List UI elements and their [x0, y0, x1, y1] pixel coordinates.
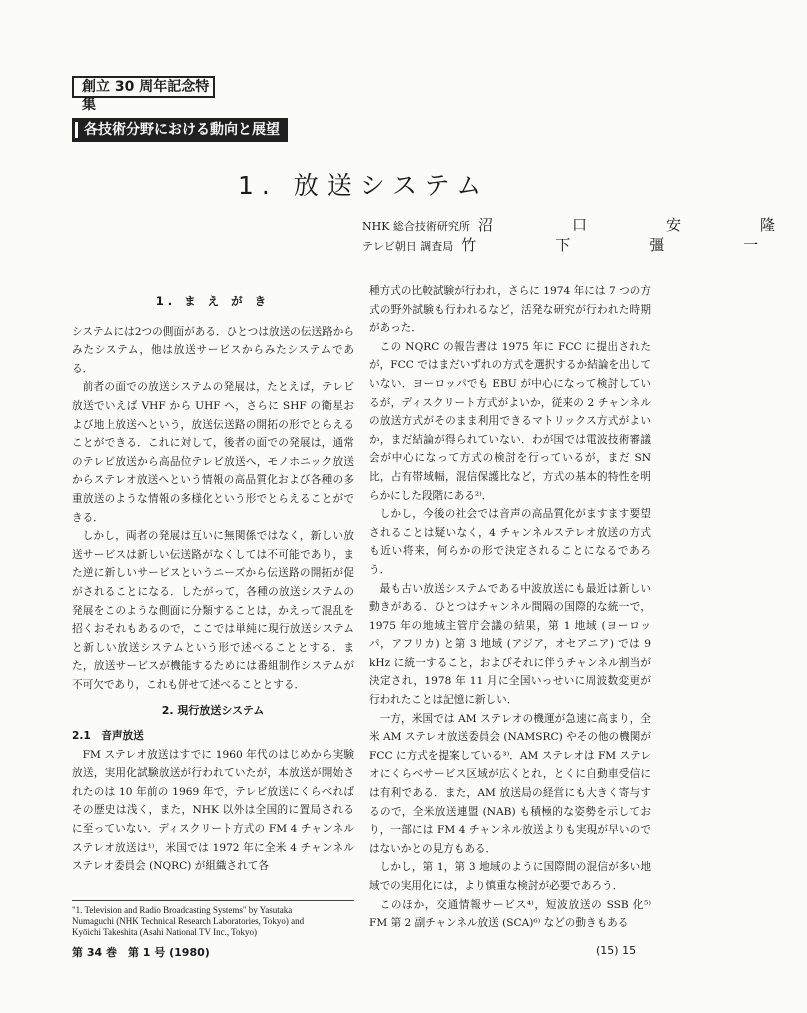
- paragraph: しかし，第 1，第 3 地域のように国際間の混信が多い地域での実用化には，より慎重な検討が必要であろう．: [369, 861, 651, 892]
- paragraph: 種方式の比較試験が行われ，さらに 1974 年には 7 つの方式の野外試験も行われるなど，活発な研究が行われた時期があった．: [369, 285, 651, 335]
- paragraph: この NQRC の報告書は 1975 年に FCC に提出されたが，FCC ではまだいずれの方式を選択するか結論を出していない．ヨーロッパでも EBU が中心になって検討しているが，ディスクリート方式がよいか，従来の 2 チャンネルの放送方式がそのまま利用できるマトリックス方式がよいか，まだ結論が得られていない．わが国では電波技術審議会が中心になって方式の検討を行っているが，まだ SN 比，占有帯域幅，混信保護比など，方式の基本的特性を明らかにした段階にある²⁾．: [369, 340, 651, 502]
- left-column: [72, 288, 354, 876]
- paragraph: 最も古い放送システムである中波放送にも最近は新しい動きがある．ひとつはチャンネル間隔の国際的な統一で，1975 年の地域主管庁会議の結果，第 1 地域 (ヨーロッパ，アフリカ) と第 3 地域 (アジア，オセアニア) では 9 kHz に統一すること，およびそれに伴うチャンネル割当が決定され，1978 年 11 月に全国いっせいに周波数変更が行われたことは記憶に新しい．: [369, 582, 651, 707]
- author-block: [362, 216, 807, 256]
- footnote-line: Kyōichi Takeshita (Asahi National TV Inc., Tokyo): [72, 927, 258, 937]
- paragraph: 前者の面での放送システムの発展は，たとえば，テレビ放送でいえば VHF から UHF へ，さらに SHF の衛星および地上放送へという，放送伝送路の開拓の形でとらえることができる．これに対して，後者の面での発展は，通常のテレビ放送から高品位テレビ放送へ，モノホニック放送からステレオ放送へという情報の高品質化および各種の多重放送のような情報の多様化という形でとらえることができる．: [72, 381, 354, 524]
- footnote-line: "1. Television and Radio Broadcasting Systems" by Yasutaka: [72, 905, 293, 915]
- paragraph: しかし，今後の社会では音声の高品質化がますます要望されることは疑いなく，4 チャンネルステレオ放送の方式も近い将来，何らかの形で決定されることになるであろう．: [369, 508, 651, 576]
- section-heading: 2. 現行放送システム: [161, 704, 265, 718]
- feature-label: 各技術分野における動向と展望: [84, 122, 280, 138]
- footnote-line: Numaguchi (NHK Technical Research Laboratories, Tokyo) and: [72, 916, 305, 926]
- author-affiliation: テレビ朝日 調査局: [362, 240, 454, 253]
- paragraph: しかし，両者の発展は互いに無関係ではなく，新しい放送サービスは新しい伝送路がなくしては不可能であり，また逆に新しいサービスというニーズから伝送路の開拓が促がされることになる．したがって，各種の放送システムの発展をこのような側面に分類することは，かえって混乱を招くおそれもあるので，ここでは単純に現行放送システムと新しい放送システムという形で述べることとする．また，放送サービスが機能するためには番組制作システムが不可欠であり，これも併せて述べることとする．: [72, 530, 354, 691]
- author-row: [362, 236, 791, 256]
- article-title: 1. 放送システム: [238, 171, 490, 200]
- footnote: [72, 900, 354, 938]
- feature-banner: [72, 118, 288, 142]
- right-column: [369, 282, 651, 933]
- author-row: [362, 216, 807, 236]
- author-name: 竹 下 彊 一: [461, 236, 791, 254]
- paragraph: FM ステレオ放送はすでに 1960 年代のはじめから実験放送，実用化試験放送が行われていたが，本放送が開始されたのは 10 年前の 1969 年で，テレビ放送にくらべればその歴史は浅く，また，NHK 以外は全国的に置局されるに至っていない．ディスクリート方式の FM 4 チャンネルステレオ放送は¹⁾，米国では 1972 年に全米 4 チャンネルステレオ委員会 (NQRC) が組織されて各: [72, 748, 354, 873]
- author-affiliation: NHK 総合技術研究所: [362, 220, 470, 233]
- journal-volume: 第 34 巻 第 1 号 (1980): [72, 946, 210, 959]
- page-number: (15) 15: [596, 944, 637, 957]
- subsection-heading: 2.1 音声放送: [72, 730, 144, 743]
- series-banner: [72, 76, 215, 113]
- paragraph: システムには2つの側面がある．ひとつは放送の伝送路からみたシステム，他は放送サービスからみたシステムである．: [72, 325, 354, 375]
- author-name: 沼 口 安 隆: [477, 216, 807, 234]
- banner-bar-decoration: [75, 122, 78, 138]
- paragraph: 一方，米国では AM ステレオの機運が急速に高まり，全米 AM ステレオ放送委員会 (NAMSRC) やその他の機関が FCC に方式を提案している³⁾．AM ステレオは FM ステレオにくらべサービス区域が広くとれ，とくに自動車受信には有利である．また，AM 放送局の経営にも大きく寄与するので，全米放送連盟 (NAB) も積極的な姿勢を示しており，一部には FM 4 チャンネル放送よりも実現が早いのではないかとの見方もある．: [369, 712, 651, 855]
- paragraph: このほか，交通情報サービス⁴⁾，短波放送の SSB 化⁵⁾ FM 第 2 副チャンネル放送 (SCA)⁶⁾ などの動きもある: [369, 898, 651, 930]
- series-label: 創立 30 周年記念特集: [82, 79, 210, 113]
- section-heading: 1. ま え が き: [155, 294, 271, 308]
